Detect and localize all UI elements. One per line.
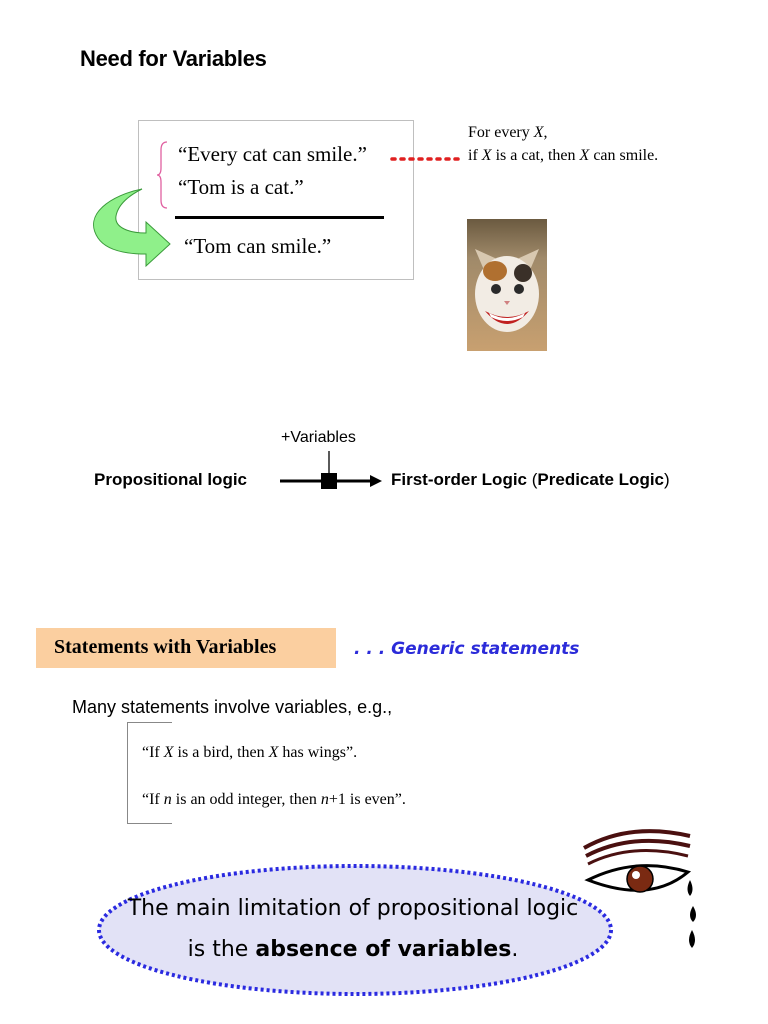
limitation-line1: The main limitation of propositional logic [127, 896, 579, 921]
generic-statements-label: . . . Generic statements [354, 639, 580, 659]
for-every-line2: if X is a cat, then X can smile. [468, 147, 659, 164]
example-odd-integer: “If n is an odd integer, then n+1 is even”. [142, 791, 406, 808]
cat-picture [467, 219, 547, 351]
inference-line [175, 216, 384, 219]
limitation-ellipse [99, 866, 611, 994]
plus-variables-label: +Variables [281, 429, 356, 446]
section-header-label: Statements with Variables [54, 636, 277, 658]
right-arrow-icon [370, 475, 382, 487]
premise-tom-cat: “Tom is a cat.” [178, 175, 304, 199]
curved-arrow-icon [94, 189, 170, 266]
conclusion-tom-smile: “Tom can smile.” [184, 234, 332, 258]
intro-text: Many statements involve variables, e.g., [72, 697, 393, 717]
premise-every-cat: “Every cat can smile.” [178, 142, 367, 166]
propositional-logic-label: Propositional logic [94, 470, 248, 489]
arrow-square [321, 473, 337, 489]
limitation-line2: is the absence of variables. [187, 937, 519, 962]
page-title: Need for Variables [80, 46, 267, 71]
example-bird: “If X is a bird, then X has wings”. [142, 744, 358, 761]
for-every-line1: For every X, [468, 124, 548, 141]
brace-icon [157, 142, 167, 208]
first-order-logic-label: First-order Logic (Predicate Logic) [391, 470, 670, 489]
